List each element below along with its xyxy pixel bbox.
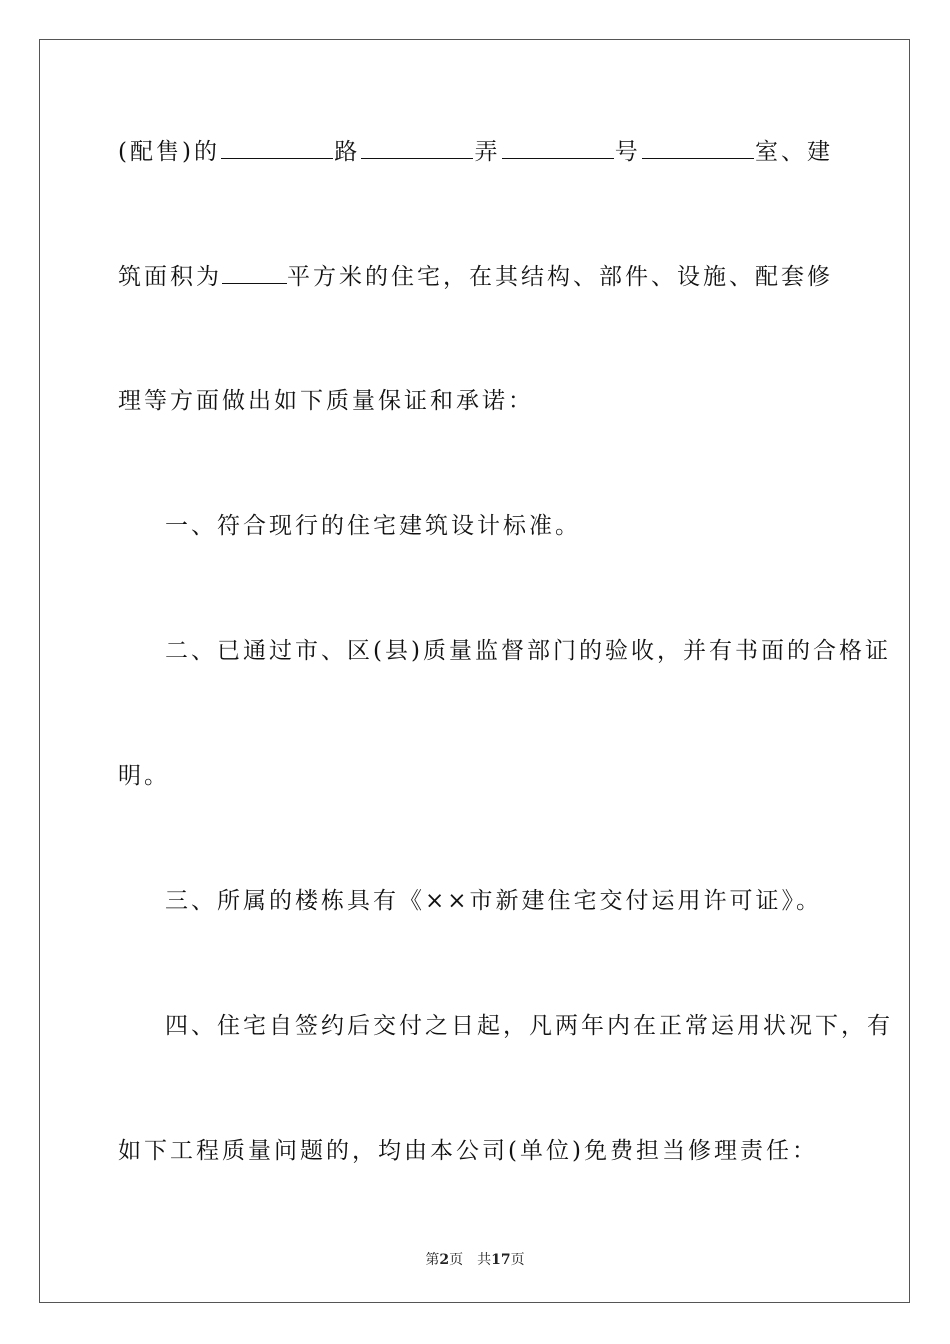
- clause-2-line-2: 明。: [118, 763, 170, 789]
- body-line-2: [118, 261, 833, 292]
- clause-1: 一、符合现行的住宅建筑设计标准。: [165, 513, 581, 539]
- clause-4-line-1: 四、住宅自签约后交付之日起，凡两年内在正常运用状况下，有: [165, 1013, 893, 1039]
- text-fragment: 室、建: [754, 139, 833, 165]
- body-line-1: [118, 136, 833, 167]
- blank-lane: [361, 136, 473, 159]
- text-fragment: 号: [614, 139, 641, 165]
- text-fragment: 路: [334, 139, 361, 165]
- text-fragment: (配售)的: [118, 139, 220, 165]
- clause-3: 三、所属的楼栋具有《××市新建住宅交付运用许可证》。: [165, 888, 823, 914]
- text-fragment: 平方米的住宅，在其结构、部件、设施、配套修: [287, 264, 833, 290]
- text-fragment: 弄: [474, 139, 501, 165]
- blank-road: [221, 136, 333, 159]
- page-suffix: 页: [449, 1252, 464, 1268]
- text-fragment: 筑面积为: [118, 264, 222, 290]
- page-prefix: 第: [425, 1252, 440, 1268]
- total-pages: 17: [491, 1252, 511, 1268]
- page-number: 2: [439, 1252, 450, 1268]
- clause-4-line-2: 如下工程质量问题的，均由本公司(单位)免费担当修理责任：: [118, 1138, 818, 1164]
- total-suffix: 页: [510, 1252, 525, 1268]
- blank-number: [502, 136, 614, 159]
- blank-room: [642, 136, 754, 159]
- clause-2-line-1: 二、已通过市、区(县)质量监督部门的验收，并有书面的合格证: [165, 638, 891, 664]
- page-frame: [39, 39, 910, 1303]
- page-footer: [0, 1251, 950, 1269]
- total-prefix: 共: [477, 1252, 492, 1268]
- body-line-3: 理等方面做出如下质量保证和承诺：: [118, 388, 534, 414]
- blank-area: [222, 261, 287, 284]
